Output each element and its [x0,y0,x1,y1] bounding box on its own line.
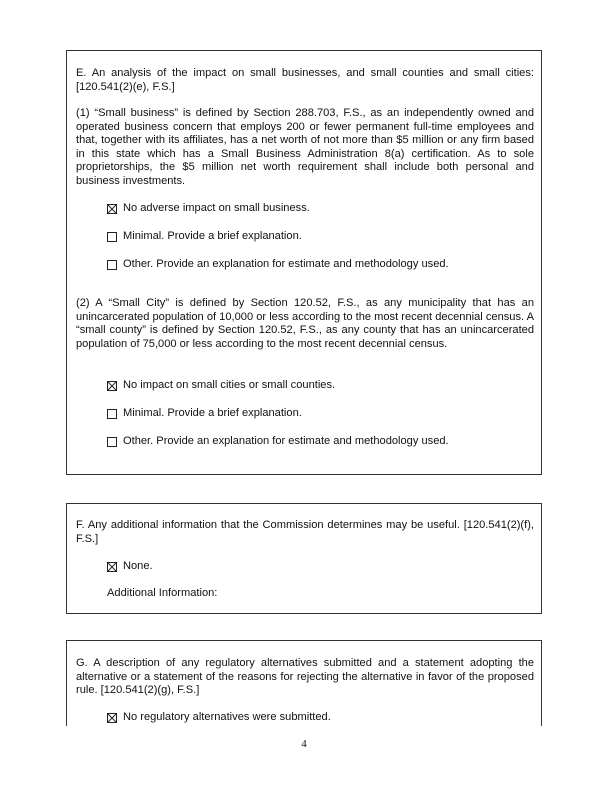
checkbox-checked-icon[interactable] [107,381,117,391]
section-f-box [66,503,542,614]
checkbox-empty-icon[interactable] [107,232,117,242]
option-minimal[interactable] [107,230,302,244]
option-label: No regulatory alternatives were submitted. [123,711,331,723]
option-label: Minimal. Provide a brief explanation. [123,230,302,242]
checkbox-empty-icon[interactable] [107,260,117,270]
section-e-heading: E. An analysis of the impact on small businesses, and small counties and small cities: [120.541(2)(e), F.S.] [76,67,534,93]
checkbox-checked-icon[interactable] [107,713,117,723]
checkbox-empty-icon[interactable] [107,409,117,419]
additional-information-label: Additional Information: [107,587,218,599]
small-business-definition: (1) “Small business” is defined by Section 288.703, F.S., as an independently owned and operated business concern that employs 200 or fewer permanent full-time employees and that, together with its affiliates, has a net worth of not more than $5 million or any firm based in this state which has a Small Business Administration 8(a) certification. As to sole proprietorships, the $5 million net worth requirement shall include both personal and business investments. [76,107,534,187]
option-no-alternatives[interactable] [107,711,331,725]
option-label: No adverse impact on small business. [123,202,310,214]
option-no-impact-small-cities[interactable] [107,379,335,393]
section-g-box [66,640,542,726]
option-label: No impact on small cities or small counties. [123,379,336,391]
section-e-box [66,50,542,475]
option-label: Minimal. Provide a brief explanation. [123,407,302,419]
section-g-heading: G. A description of any regulatory alternatives submitted and a statement adopting the alternative or a statement of the reasons for rejecting the alternative in favor of the proposed rule. [120.541(2)(g), F.S.] [76,657,534,697]
option-label: Other. Provide an explanation for estimate and methodology used. [123,258,449,270]
option-label: None. [123,560,153,572]
option-label: Other. Provide an explanation for estimate and methodology used. [123,435,449,447]
checkbox-checked-icon[interactable] [107,204,117,214]
option-other[interactable] [107,258,449,272]
page-number: 4 [301,738,307,750]
option-none[interactable] [107,560,153,574]
option-no-adverse-impact[interactable] [107,202,310,216]
checkbox-empty-icon[interactable] [107,437,117,447]
checkbox-checked-icon[interactable] [107,562,117,572]
small-city-definition: (2) A “Small City” is defined by Section 120.52, F.S., as any municipality that has an unincarcerated population of 10,000 or less according to the most recent decennial census. A “small county” is defined by Section 120.52, F.S., as any county that has an unincarcerated population of 75,000 or less according to the most recent decennial census. [76,297,534,350]
section-f-heading: F. Any additional information that the Commission determines may be useful. [120.541(2)(f), F.S.] [76,519,534,545]
option-minimal-2[interactable] [107,407,302,421]
option-other-2[interactable] [107,435,449,449]
